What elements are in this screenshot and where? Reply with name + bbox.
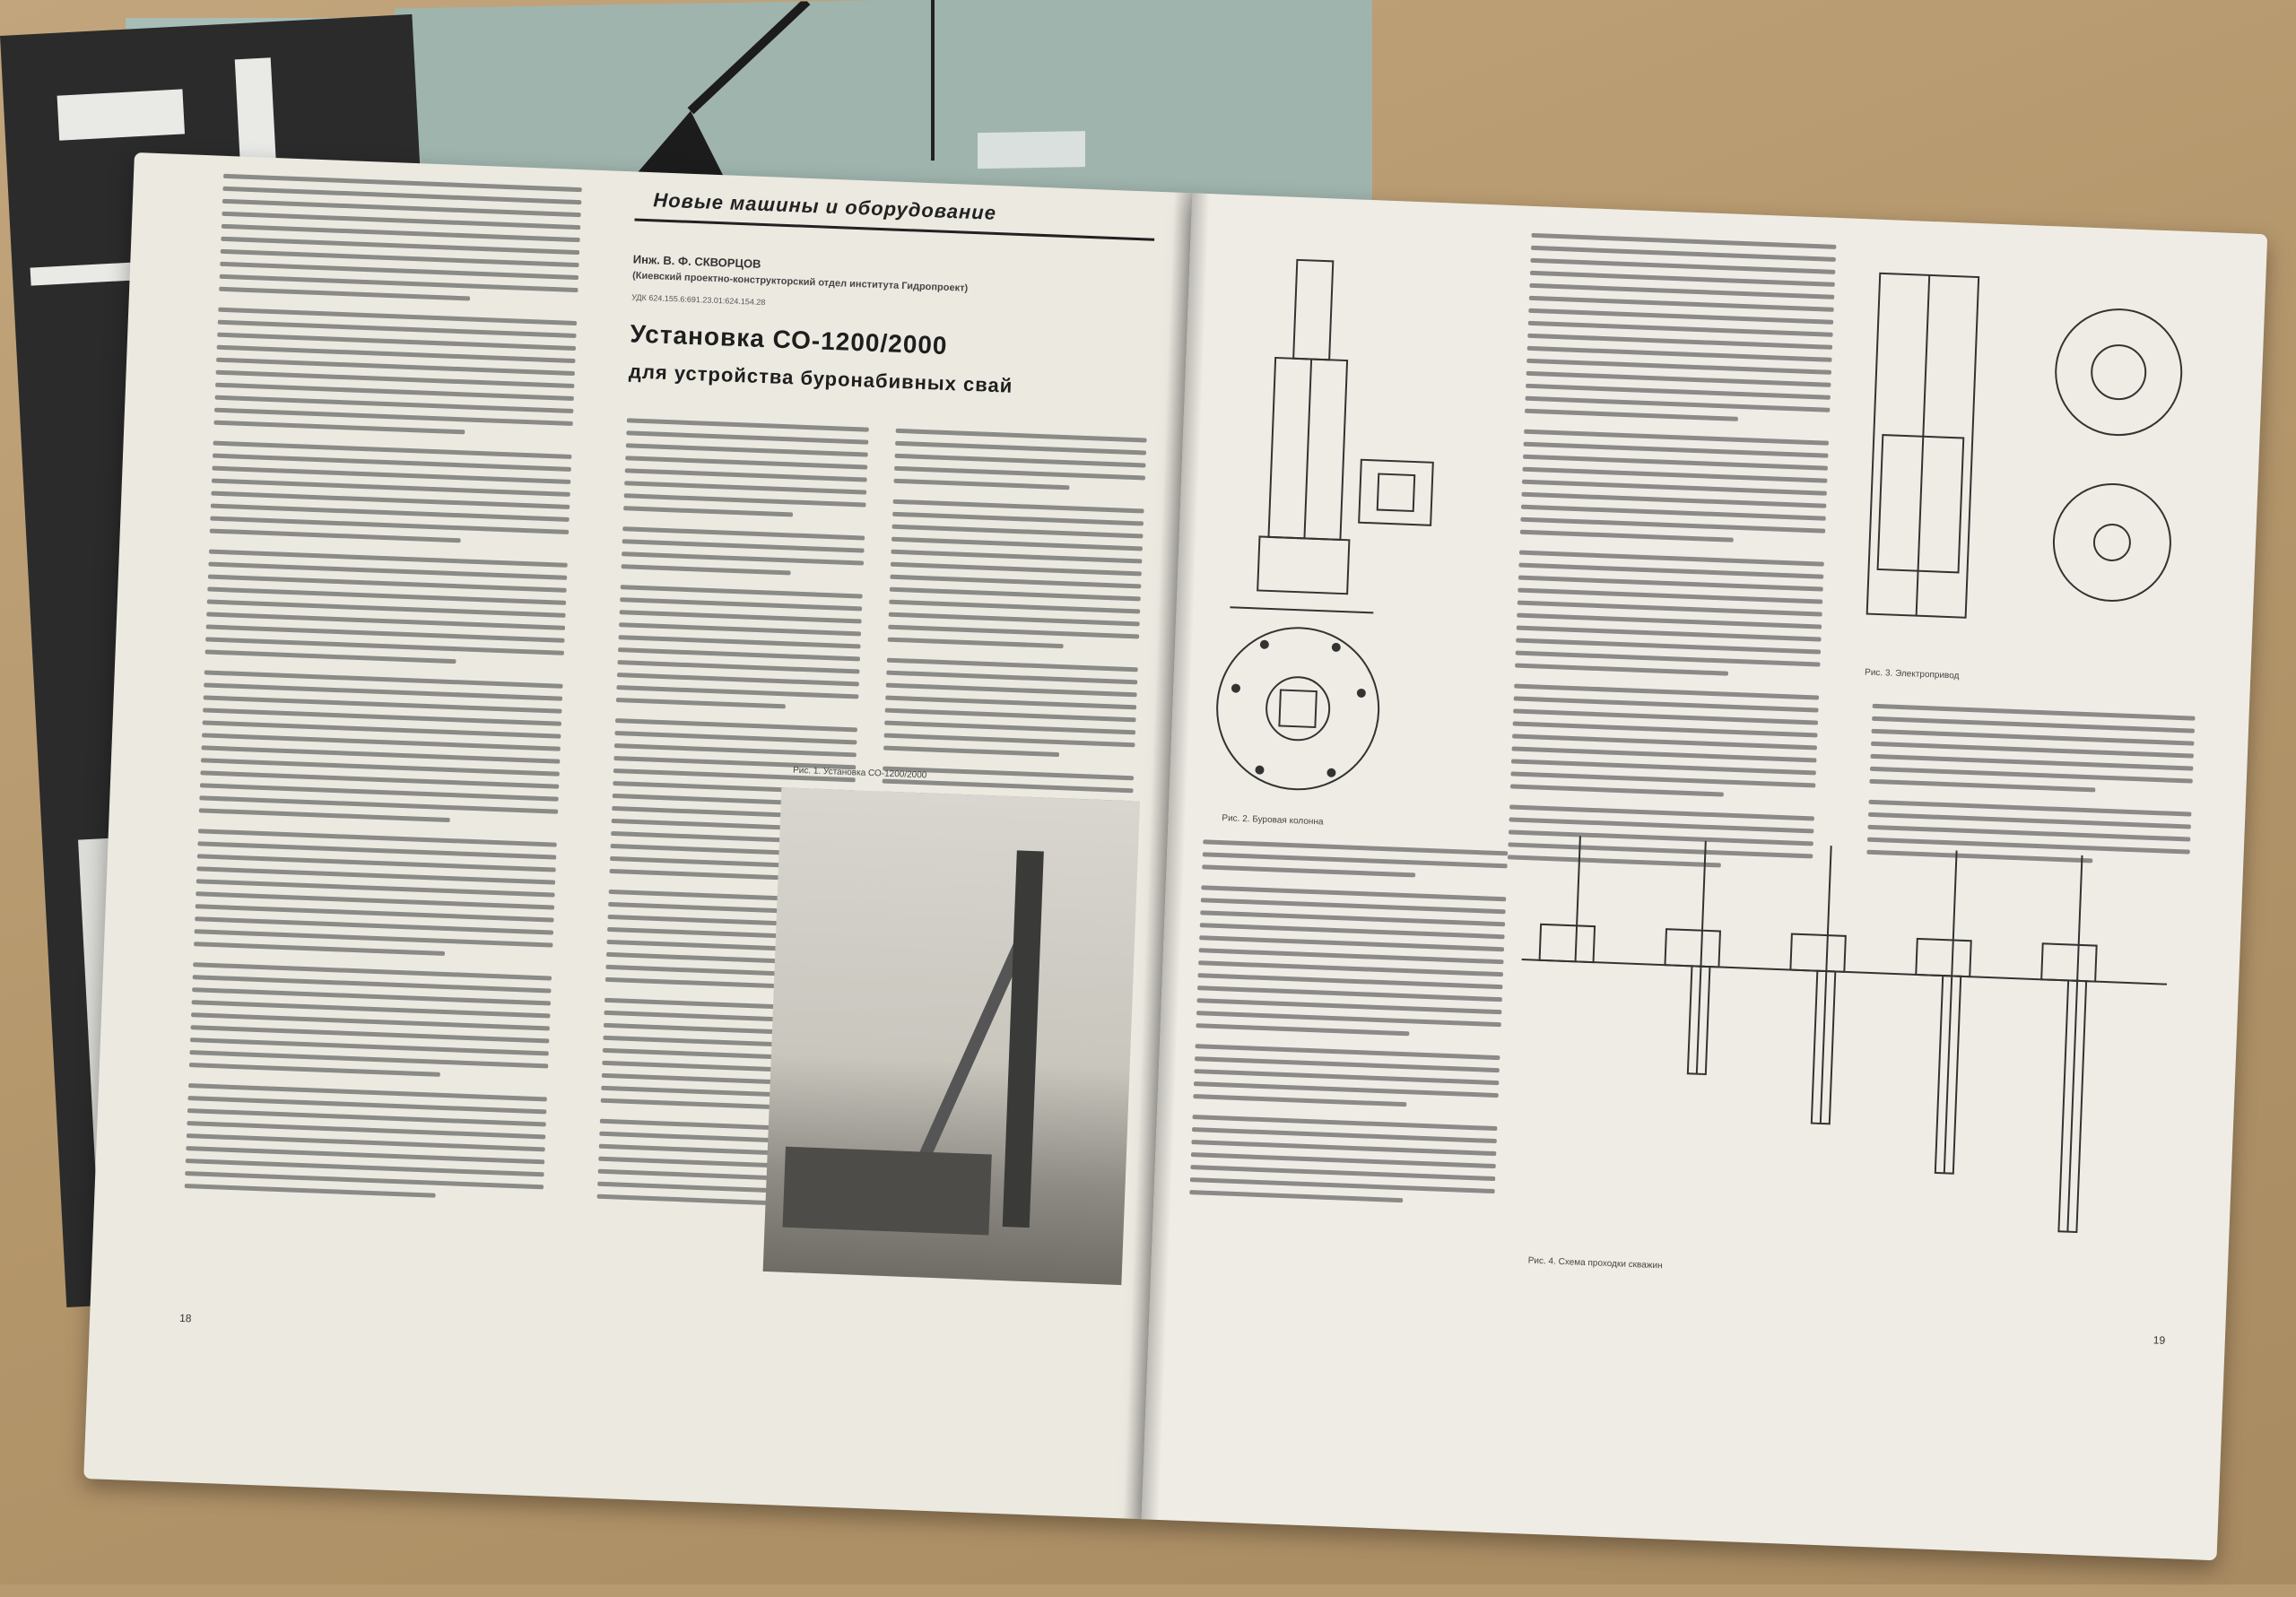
left-page-number: 18 <box>178 1311 192 1325</box>
right-page-number: 19 <box>2152 1333 2166 1347</box>
author: Инж. В. Ф. СКВОРЦОВ <box>632 252 761 271</box>
fig4-caption: Рис. 4. Схема проходки скважин <box>1527 1255 1663 1272</box>
article-subtitle: для устройства буронабивных свай <box>628 360 1013 397</box>
photo-caption: Рис. 1. Установка СО-1200/2000 <box>792 765 927 781</box>
right-page-column-1 <box>1508 233 1837 880</box>
fig2-caption: Рис. 2. Буровая колонна <box>1222 813 1324 828</box>
udk-code: УДК 624.155.6:691.23.01:624.154.28 <box>631 292 766 308</box>
left-column-text <box>184 174 582 1211</box>
section-rule <box>634 218 1154 240</box>
right-page-column-3 <box>1189 839 1508 1214</box>
electric-drive-drawing <box>1839 255 2231 664</box>
drill-column-drawing <box>1205 230 1513 815</box>
article-title: Установка СО-1200/2000 <box>630 319 949 360</box>
affiliation: (Киевский проектно-конструкторский отдел института Гидропроект) <box>631 270 969 294</box>
left-page <box>83 152 1192 1519</box>
section-title: Новые машины и оборудование <box>652 188 997 224</box>
fig3-caption: Рис. 3. Электропривод <box>1864 667 1960 681</box>
right-page <box>1141 193 2267 1560</box>
drilling-sequence-drawing <box>1511 816 2173 1262</box>
right-column-text <box>881 429 1146 826</box>
open-magazine-spread <box>83 152 2295 1597</box>
rig-photo <box>763 787 1140 1285</box>
